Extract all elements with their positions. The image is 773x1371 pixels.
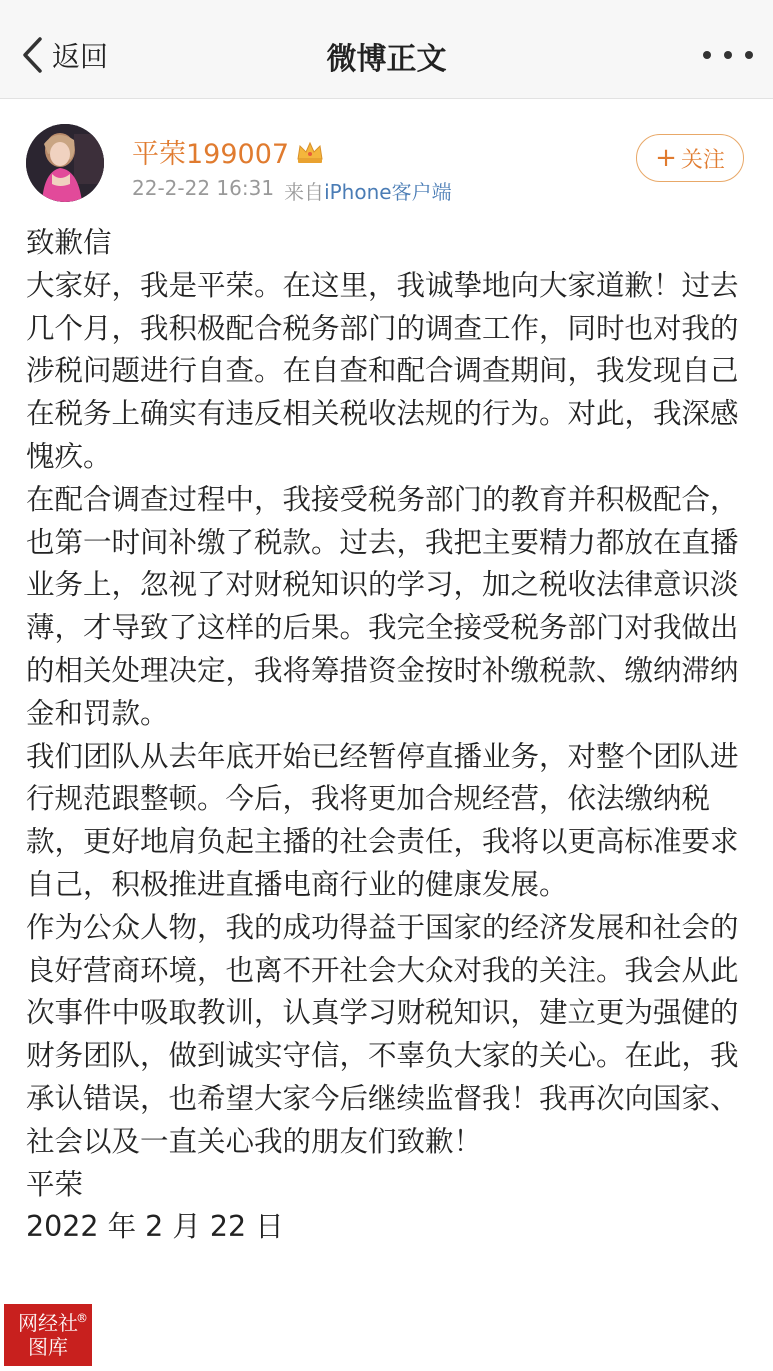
content-date: 2022 年 2 月 22 日: [26, 1210, 284, 1244]
client-link[interactable]: iPhone客户端: [324, 180, 452, 204]
username[interactable]: 平荣199007: [132, 139, 290, 170]
registered-mark: ®: [76, 1311, 88, 1325]
post-meta: [132, 176, 452, 205]
top-nav-bar: [0, 0, 773, 99]
page-title: 微博正文: [326, 42, 447, 77]
watermark-line1: 网经社: [18, 1311, 78, 1335]
content-signature: 平荣: [26, 1167, 84, 1201]
content-paragraph: 我们团队从去年底开始已经暂停直播业务，对整个团队进行规范跟整顿。今后，我将更加合规经营，依法缴纳税款，更好地肩负起主播的社会责任，我将以更高标准要求自己，积极推进直播电商行业的健康发展。: [26, 739, 739, 901]
watermark-logo: [4, 1304, 92, 1366]
plus-icon: +: [655, 143, 677, 173]
avatar[interactable]: [26, 124, 104, 202]
content-paragraph: 在配合调查过程中，我接受税务部门的教育并积极配合，也第一时间补缴了税款。过去，我把主要精力都放在直播业务上，忽视了对财税知识的学习，加之税收法律意识淡薄，才导致了这样的后果。我完全接受税务部门对我做出的相关处理决定，我将筹措资金按时补缴税款、缴纳滞纳金和罚款。: [26, 482, 739, 730]
content-title: 致歉信: [26, 226, 112, 259]
via-label: 来自: [284, 180, 325, 204]
back-label: 返回: [52, 40, 109, 73]
post-timestamp: 22-2-22 16:31: [132, 176, 275, 200]
post-content: [26, 222, 748, 1249]
content-paragraph: 大家好，我是平荣。在这里，我诚挚地向大家道歉！过去几个月，我积极配合税务部门的调查工作，同时也对我的涉税问题进行自查。在自查和配合调查期间，我发现自己在税务上确实有违反相关税收法规的行为。对此，我深感愧疚。: [26, 268, 739, 473]
username-row: [132, 132, 325, 171]
watermark-line2: 图库: [28, 1335, 68, 1359]
more-options-icon[interactable]: [703, 38, 753, 72]
follow-button[interactable]: [636, 134, 744, 182]
content-paragraph: 作为公众人物，我的成功得益于国家的经济发展和社会的良好营商环境，也离不开社会大众对我的关注。我会从此次事件中吸取教训，认真学习财税知识，建立更为强健的财务团队，做到诚实守信，不辜负大家的关心。在此，我承认错误，也希望大家今后继续监督我！我再次向国家、社会以及一直关心我的朋友们致歉！: [26, 910, 739, 1158]
crown-badge-icon: [295, 139, 325, 165]
follow-label: 关注: [680, 147, 725, 173]
